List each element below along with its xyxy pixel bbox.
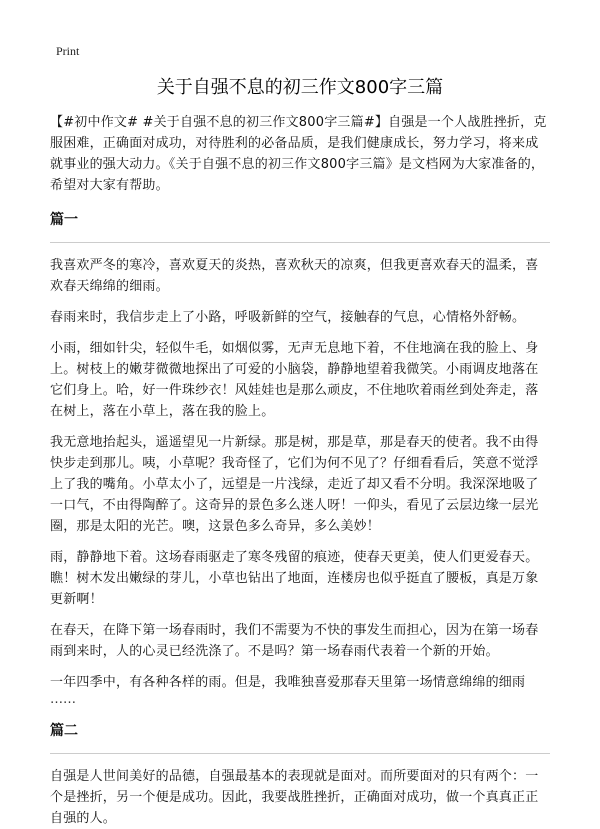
intro-paragraph: 【#初中作文# #关于自强不息的初三作文800字三篇#】自强是一个人战胜挫折，克服困难，正确面对成功，对待胜利的必备品质，是我们健康成长，努力学习，将来成就事业的强大动力。《关于自强不息的初三作文800字三篇》是文档网为大家准备的，希望对大家有帮助。 (50, 115, 547, 193)
section-divider (50, 242, 550, 243)
paragraph: 小雨，细如针尖，轻似牛毛，如烟似雾，无声无息地下着，不住地滴在我的脸上、身上。树枝上的嫩芽微微地探出了可爱的小脑袋，静静地望着我微笑。小雨调皮地落在它们身上。哈，好一件珠纱衣！风娃娃也是那么顽皮，不住地吹着雨丝到处奔走，落在树上，落在小草上，落在我的脸上。 (50, 341, 539, 419)
paragraph: 一年四季中，有各种各样的雨。但是，我唯独喜爱那春天里第一场情意绵绵的细雨 (50, 675, 526, 690)
paragraph: 我喜欢严冬的寒冷，喜欢夏天的炎热，喜欢秋天的凉爽，但我更喜欢春天的温柔，喜欢春天绵绵的细雨。 (50, 258, 539, 294)
print-label[interactable]: Print (56, 44, 80, 58)
ellipsis: …… (50, 692, 76, 707)
paragraph: 春雨来时，我信步走上了小路，呼吸新鲜的空气，接触春的气息，心情格外舒畅。 (50, 310, 526, 325)
page-title: 关于自强不息的初三作文800字三篇 (156, 77, 444, 98)
section-divider (50, 753, 550, 754)
paragraph: 我无意地抬起头，遥遥望见一片新绿。那是树，那是草，那是春天的使者。我不由得快步走到那儿。咦，小草呢？我奇怪了，它们为何不见了？仔细看看后，笑意不觉浮上了我的嘴角。小草太小了，远望是一片浅绿，走近了却又看不分明。我深深地吸了一口气，不由得陶醉了。这奇异的景色多么迷人呀！一仰头，看见了云层边缘一层光圈，那是太阳的光芒。噢，这景色多么奇异，多么美妙！ (50, 435, 539, 534)
section-heading-2: 篇二 (50, 723, 78, 739)
paragraph: 自强是人世间美好的品德，自强最基本的表现就是面对。而所要面对的只有两个：一个是挫折，另一个便是成功。因此，我要战胜挫折，正确面对成功，做一个真真正正自强的人。 (50, 769, 539, 826)
paragraph: 在春天，在降下第一场春雨时，我们不需要为不快的事发生而担心，因为在第一场春雨到来时，人的心灵已经洗涤了。不是吗？第一场春雨代表着一个新的开始。 (50, 623, 539, 659)
section-heading-1: 篇一 (50, 212, 78, 228)
paragraph: 雨，静静地下着。这场春雨驱走了寒冬残留的痕迹，使春天更美，使人们更爱春天。瞧！树木发出嫩绿的芽儿，小草也钻出了地面，连楼房也似乎挺直了腰板，真是万象更新啊！ (50, 550, 539, 607)
